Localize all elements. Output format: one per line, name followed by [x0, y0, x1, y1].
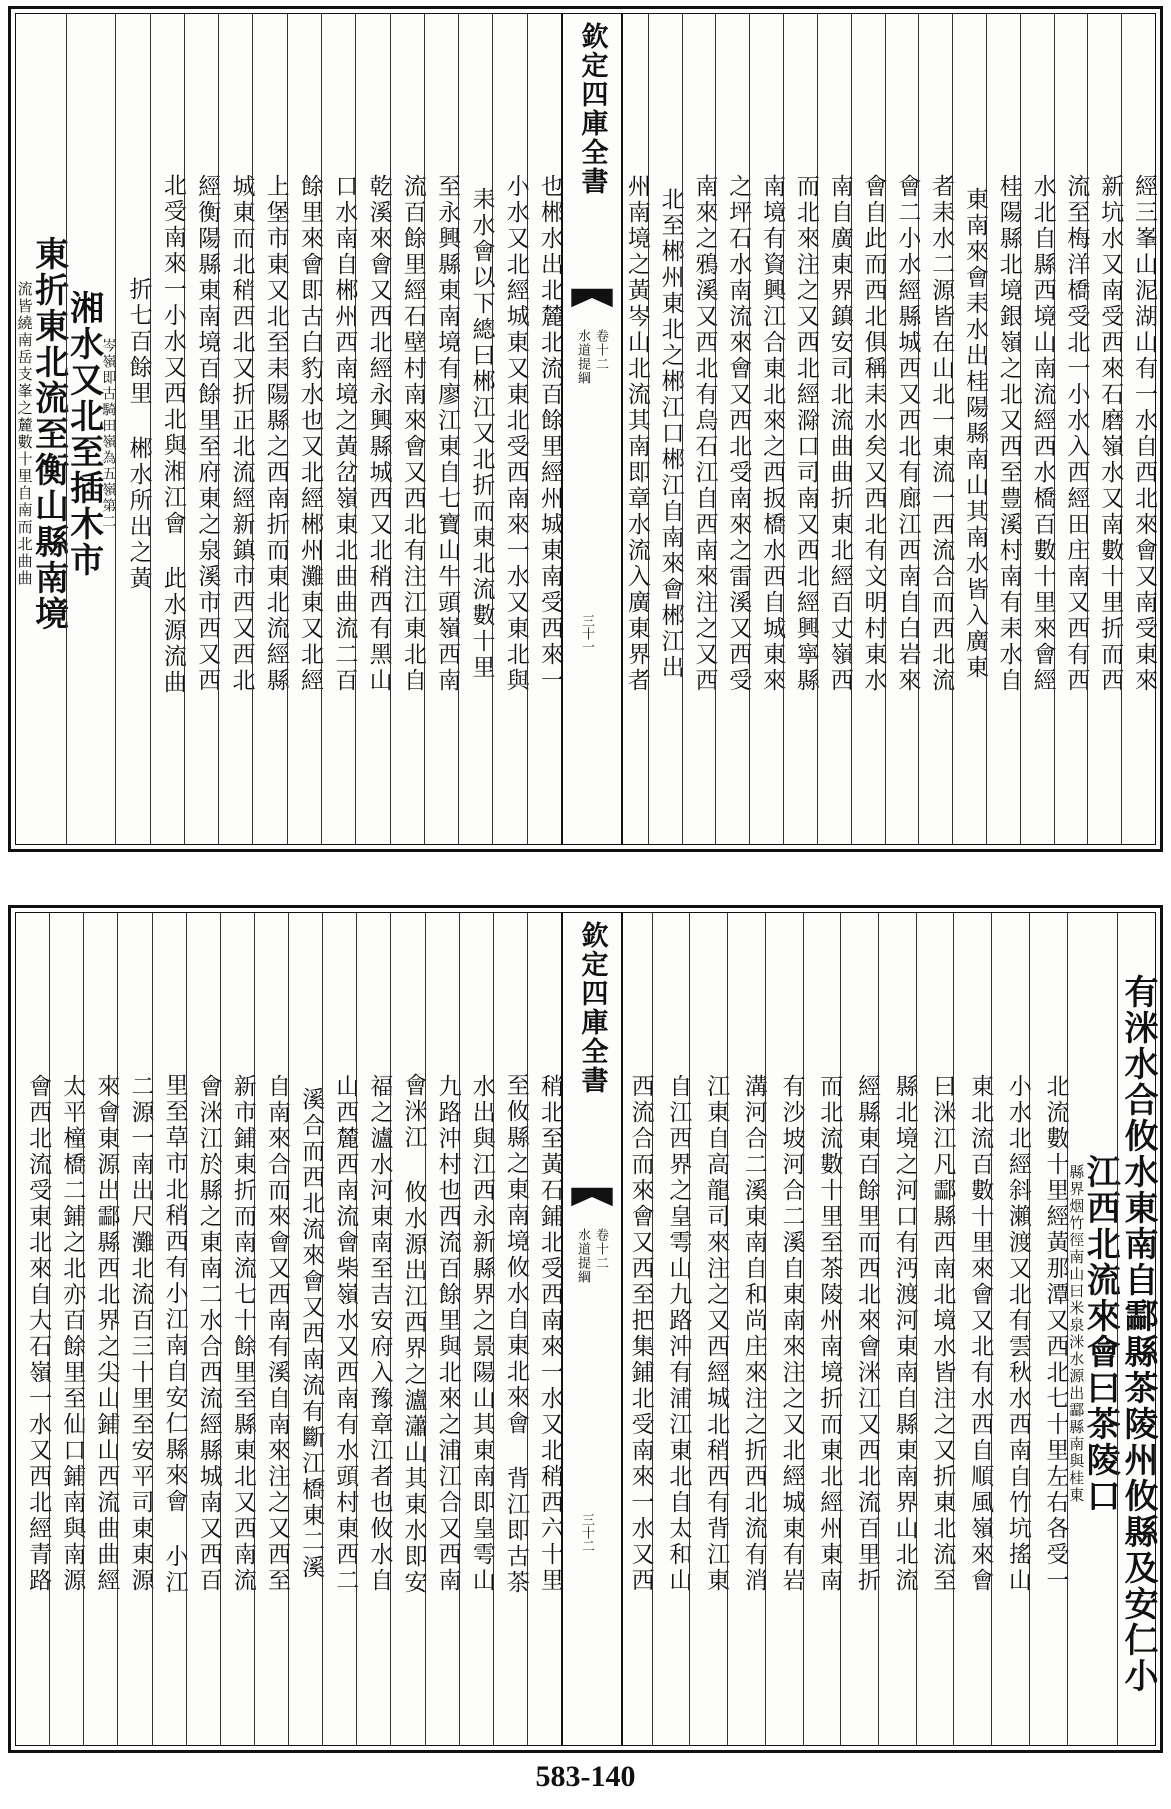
text-column — [355, 14, 392, 844]
top-fish-tail-mark — [569, 286, 615, 310]
column-text: 新市鋪東折而南流七十餘里至縣東北又西南流 — [229, 1074, 256, 1594]
text-column — [459, 913, 493, 1745]
text-column — [492, 14, 529, 844]
column-text: 口水南自郴州西南境之黃岔嶺東北曲曲流二百 — [331, 174, 358, 694]
bottom-right-text-block — [615, 913, 1158, 1745]
column-text: 東北流百數十里來會又北有水西自順風嶺來會 — [967, 1074, 994, 1594]
bottom-left-text-block — [16, 913, 561, 1745]
bottom-book-title: 欽定四庫全書 — [576, 921, 608, 1095]
column-text: 而北流數十里至茶陵州南境折而東北經州東南 — [816, 1074, 843, 1594]
annotation-note — [1068, 1164, 1084, 1504]
text-column — [783, 14, 817, 844]
page-id-footer: 583-140 — [535, 1760, 636, 1793]
heading-text: 湘水又北至插木市 — [63, 290, 104, 578]
column-text: 會洣江於縣之東南二水合西流經縣城南又西百 — [195, 1074, 222, 1594]
text-column — [1117, 913, 1158, 1745]
text-column — [1087, 14, 1124, 844]
text-column — [425, 913, 459, 1745]
top-left-text-block — [16, 14, 561, 844]
annotation-line: 流皆繞南岳支峯之麓 — [15, 281, 34, 434]
column-text: 有沙坡河合二溪自東南來注之又北經城東有岩 — [778, 1074, 805, 1594]
column-text: 新坑水又南受西來石磨嶺水又南數十里折而西 — [1097, 174, 1124, 694]
column-text: 小水北經斜瀨渡又北有雲秋水西南自竹坑搖山 — [1004, 1074, 1031, 1594]
text-column — [186, 913, 220, 1745]
text-column — [220, 913, 254, 1745]
column-text: 水出與江西永新縣界之景陽山其東南即皇雩山 — [468, 1074, 495, 1594]
column-text: 而北來注之又西北經滁口司南又西北經興寧縣 — [792, 174, 819, 694]
column-text: 西流合而來會又西至把集鋪北受南來一水又西 — [627, 1074, 654, 1594]
text-column — [749, 14, 786, 844]
column-text: 稍北至黃石鋪北受西南來一水又北稍西六十里 — [537, 1074, 563, 1594]
column-text: 經縣東百餘里而西北來會洣江又西北流百里折 — [853, 1074, 880, 1594]
text-column — [1020, 14, 1054, 844]
column-text: 至永興縣東南境有廖江東自七寶山牛頭嶺西南 — [434, 174, 461, 694]
annotation-line: 洣水源出酃縣南與桂東 — [1067, 1334, 1086, 1504]
column-text: 溝河合二溪東南自和尚庄來注之折西北流有消 — [740, 1074, 767, 1594]
column-text: 折七百餘里 郴水所出之黃 — [125, 276, 152, 592]
bottom-page-frame — [15, 912, 1156, 1746]
text-column — [356, 913, 393, 1745]
text-column — [851, 14, 885, 844]
column-text: 太平橦橋二鋪之北亦百餘里至仙口鋪南與南源 — [59, 1074, 86, 1594]
column-text: 小水又北經城東又東北受西南來一水又東北與 — [502, 174, 529, 694]
top-book-title: 欽定四庫全書 — [576, 22, 608, 196]
text-column — [117, 913, 154, 1745]
text-column — [322, 913, 359, 1745]
column-text: 北流數十里經黃那潭又西北七十里左右各受一 — [1042, 1074, 1069, 1594]
top-page-frame — [15, 13, 1156, 845]
text-column — [953, 913, 994, 1745]
text-column — [952, 14, 986, 844]
top-right-text-block — [615, 14, 1155, 844]
column-text: 來會東源出酃縣西北界之尖山鋪山西流曲曲經 — [93, 1074, 120, 1594]
column-text: 經衡陽縣東南境百餘里至府東之泉溪市西又西 — [194, 174, 221, 694]
text-column — [916, 913, 954, 1745]
bottom-volume-label: 卷十二 — [593, 1228, 608, 1270]
column-text: 流至梅洋橋受北一小水入西經田庄南又西有西 — [1063, 174, 1090, 694]
column-text: 福之瀘水河東南至吉安府入豫章江者也攸水自 — [366, 1074, 393, 1594]
column-text: 自南來合而來會又西南有溪自南來注之又西至 — [264, 1074, 290, 1594]
column-text: 城東而北稍西北又折正北流經新鎮市西又西北 — [228, 174, 255, 694]
text-column — [1067, 913, 1121, 1745]
column-text: 水北自縣西境山南流經西水橋百數十里來會經 — [1029, 174, 1056, 694]
column-text: 二源一南出尺灘北流百三十里至安平司東東源 — [127, 1074, 154, 1594]
text-column — [83, 913, 120, 1745]
column-text: 縣北境之河口有沔渡河東南自縣東南界山北流 — [891, 1074, 918, 1594]
column-text: 曰洣江凡酃縣西南北境水皆注之又折東北流至 — [929, 1074, 956, 1594]
text-column — [424, 14, 461, 844]
text-column — [527, 913, 561, 1745]
text-column — [16, 913, 52, 1745]
column-text: 也郴水出北麓北流百餘里經州城東南受西來一 — [537, 174, 563, 694]
text-column — [287, 14, 324, 844]
text-column — [652, 913, 690, 1745]
column-text: 山西麓西南流會柴嶺水又西南有水頭村東西二 — [332, 1074, 359, 1594]
text-column — [715, 14, 752, 844]
text-column — [150, 14, 184, 844]
column-text: 經三峯山泥湖山有一水自西北來會又南受東來 — [1131, 174, 1157, 694]
annotation-note — [16, 281, 32, 587]
bottom-fish-tail-mark — [569, 1185, 615, 1209]
text-column — [682, 14, 716, 844]
heading-text: 江西北流來會曰茶陵口 — [1080, 1154, 1121, 1514]
bottom-page — [8, 905, 1163, 1753]
column-text: 至攸縣之東南境攸水自東北來會 背江即古茶 — [502, 1072, 529, 1596]
text-column — [15, 14, 69, 844]
annotation-line: 縣界烟竹徑南山曰米泉 — [1067, 1164, 1086, 1334]
top-page — [8, 6, 1163, 852]
bottom-section-label: 水道提綱 — [575, 1228, 590, 1284]
column-text: 之坪石水南流來會又西北受南來之雷溪又西受 — [725, 174, 752, 694]
text-column — [184, 14, 221, 844]
column-text: 里至草市北稍西有小江南自安仁縣來會 小江 — [161, 1072, 188, 1596]
annotation-line: 數十里自南而北曲曲 — [15, 434, 34, 587]
column-text: 江東自高龍司來注之又西經城北稍西有背江東 — [703, 1074, 730, 1594]
heading-text: 東折東北流至衡山縣南境 — [28, 236, 69, 632]
text-column — [493, 913, 527, 1745]
text-column — [527, 14, 561, 844]
text-column — [218, 14, 255, 844]
text-column — [840, 913, 878, 1745]
column-text: 者耒水二源皆在山北一東流一西流合而西北流 — [928, 174, 955, 694]
column-text: 會西北流受東北來自大石嶺一水又西北經青路 — [25, 1074, 52, 1594]
text-column — [727, 913, 765, 1745]
column-text: 南來之鴉溪又西北有烏石江自西南來注之又西 — [691, 174, 718, 694]
text-column — [49, 913, 86, 1745]
column-text: 東南來會耒水出桂陽縣南山其南水皆入廣東 — [961, 187, 988, 681]
text-column — [288, 913, 325, 1745]
text-column — [878, 913, 916, 1745]
text-column — [885, 14, 919, 844]
text-column — [765, 913, 803, 1745]
text-column — [1054, 14, 1088, 844]
text-column — [986, 14, 1020, 844]
top-volume-label: 卷十二 — [593, 329, 608, 371]
top-section-label: 水道提綱 — [575, 329, 590, 385]
text-column — [63, 14, 117, 844]
column-text: 溪合而西北流來會又西南流有斷江橋東二溪 — [298, 1087, 325, 1581]
column-text: 州南境之黃岑山北流其南即章水流入廣東界者 — [623, 174, 650, 694]
text-column — [1121, 14, 1155, 844]
column-text: 南境有資興江合東北來之西扳橋水西自城東來 — [759, 174, 786, 694]
text-column — [689, 913, 730, 1745]
column-text: 流百餘里經石壁村南來會又西北有注江東北自 — [399, 174, 426, 694]
column-text: 會自此而西北俱稱耒水矣又西北有文明村東水 — [860, 174, 887, 694]
column-text: 會二小水經縣城西又西北有廊江西南自白岩來 — [894, 174, 921, 694]
column-text: 北至郴州東北之郴江口郴江自南來會郴江出 — [657, 187, 684, 681]
text-column — [390, 14, 424, 844]
column-text: 餘里來會即古白豹水也又北經郴州灘東又北經 — [297, 174, 324, 694]
column-text: 南自廣東界鎮安司北流曲曲折東北經百丈嶺西 — [826, 174, 853, 694]
text-column — [648, 14, 682, 844]
text-column — [115, 14, 152, 844]
bottom-page-number: 三十二 — [579, 1513, 594, 1552]
text-column — [390, 913, 427, 1745]
column-text: 九路沖村也西流百餘里與北來之浦江合又西南 — [434, 1074, 461, 1594]
column-text: 會洣江 攸水源出江西界之瀘瀟山其東水即安 — [400, 1072, 427, 1596]
text-column — [803, 913, 841, 1745]
text-column — [458, 14, 495, 844]
top-center-column — [561, 14, 623, 844]
text-column — [321, 14, 358, 844]
top-page-number: 三十一 — [579, 614, 594, 653]
column-text: 桂陽縣北境銀嶺之北又西至豊溪村南有耒水自 — [995, 174, 1022, 694]
column-text: 耒水會以下總曰郴江又北折而東北流數十里 — [468, 187, 495, 681]
text-column — [152, 913, 186, 1745]
column-text: 北受南來一小水又西北與湘江會 此水源流曲 — [159, 172, 186, 696]
text-column — [918, 14, 955, 844]
text-column — [254, 913, 288, 1745]
text-column — [817, 14, 851, 844]
column-text: 岑嶺即古騎田嶺為五嶺第二 — [100, 338, 117, 530]
text-column — [1029, 913, 1067, 1745]
bottom-center-column — [561, 913, 623, 1745]
column-text: 自江西界之皇雩山九路沖有浦江東北自太和山 — [665, 1074, 692, 1594]
column-text: 上堡市東又北至耒陽縣之西南折而東北流經縣 — [262, 174, 289, 694]
column-text: 乾溪來會又西北經永興縣城西又北稍西有黑山 — [365, 174, 392, 694]
heading-text: 有洣水合攸水東南自酃縣茶陵州攸縣及安仁小 — [1118, 974, 1158, 1694]
text-column — [252, 14, 289, 844]
text-column — [991, 913, 1029, 1745]
